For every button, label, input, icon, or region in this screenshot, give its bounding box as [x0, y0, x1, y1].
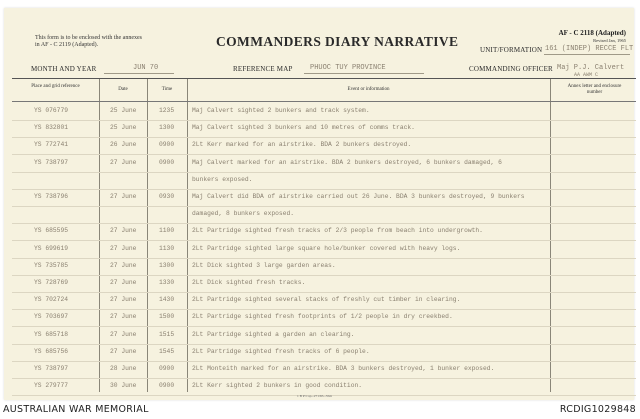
place-cell: YS 735785: [34, 261, 69, 269]
table-row: [12, 121, 636, 138]
reference-map-value: PHUOC TUY PROVINCE: [310, 64, 386, 72]
reference-map-underline: [304, 73, 424, 74]
date-cell: 27 June: [110, 158, 137, 166]
date-cell: 27 June: [110, 193, 137, 200]
date-cell: 27 June: [110, 330, 137, 338]
header-time: Time: [161, 87, 173, 92]
table-row: [12, 207, 636, 224]
event-cell: 2Lt Monteith marked for an airstrike. BDA 3 bunkers destroyed, 1 bunker exposed.: [192, 365, 495, 372]
month-year-label: MONTH AND YEAR: [31, 65, 97, 73]
table-row: [12, 345, 636, 362]
place-cell: YS 728769: [34, 279, 69, 286]
table-row: [12, 224, 636, 241]
event-cell: Maj Calvert marked for an airstrike. BDA 2 bunkers destroyed, 6 bunkers damaged, 6: [192, 158, 502, 166]
table-row: [12, 328, 636, 345]
event-cell: 2Lt Partridge sighted several stacks of freshly cut timber in clearing.: [192, 296, 461, 304]
time-cell: 0900: [159, 382, 175, 390]
date-cell: 25 June: [110, 107, 137, 114]
place-cell: YS 738797: [34, 158, 69, 166]
header-annex: Annex letter and enclosure number: [567, 84, 622, 95]
place-cell: YS 703697: [34, 313, 69, 321]
time-cell: 1300: [159, 261, 175, 269]
time-cell: 1515: [159, 330, 175, 338]
reference-map-label: REFERENCE MAP: [233, 65, 293, 73]
date-cell: 27 June: [110, 347, 137, 355]
form-number: AF - C 2118 (Adapted): [558, 29, 626, 37]
date-cell: 30 June: [110, 382, 137, 390]
event-cell: 2Lt Partridge sighted a garden an clearing.: [192, 330, 355, 338]
date-cell: 27 June: [110, 244, 137, 252]
form-instruction-note: This form is to be enclosed with the annexes in AF - C 2119 (Adapted).: [35, 35, 142, 48]
table-row: [12, 293, 636, 310]
event-cell: 2Lt Kerr marked for an airstrike. BDA 2 bunkers destroyed.: [192, 141, 412, 149]
month-year-underline: [104, 73, 174, 74]
date-cell: 27 June: [110, 261, 137, 269]
event-cell: 2Lt Partridge sighted fresh tracks of 6 people.: [192, 347, 370, 355]
header-date: Date: [118, 87, 128, 92]
header-event: Event or information: [347, 87, 390, 92]
place-cell: YS 702724: [34, 296, 69, 304]
place-cell: YS 076779: [34, 107, 69, 114]
time-cell: 0900: [159, 141, 175, 149]
event-cell: 2Lt Partridge sighted fresh footprints of 1/2 people in dry creekbed.: [192, 313, 453, 321]
event-cell: 2Lt Dick sighted 3 large garden areas.: [192, 261, 336, 269]
event-cell: 2Lt Kerr sighted 2 bunkers in good condition.: [192, 382, 363, 390]
form-revision: Revised Jan, 1965: [593, 38, 626, 43]
time-cell: 1430: [159, 296, 175, 304]
time-cell: 1330: [159, 279, 175, 286]
place-cell: YS 279777: [34, 382, 69, 390]
commanding-officer-value: Maj P.J. Calvert: [557, 64, 625, 72]
date-cell: 27 June: [110, 279, 137, 286]
time-cell: 0930: [159, 193, 175, 200]
record-id: RCDIG1029848: [559, 404, 636, 415]
printer-mark: 1 B P Cop--271/65--55m: [297, 394, 332, 398]
event-cell: bunkers exposed.: [192, 175, 253, 183]
time-cell: 1500: [159, 313, 175, 321]
table-row: [12, 138, 636, 155]
commanding-officer-label: COMMANDING OFFICER: [469, 65, 553, 73]
unit-formation-label: UNIT/FORMATION: [480, 46, 543, 54]
date-cell: 25 June: [110, 124, 137, 132]
event-cell: 2Lt Partridge sighted fresh tracks of 2/3 people from beach into undergrowth.: [192, 227, 483, 235]
table-row: [12, 259, 636, 276]
header-separator: [12, 101, 636, 102]
unit-formation-underline: [544, 54, 630, 55]
table-row: [12, 362, 636, 379]
place-cell: YS 685756: [34, 347, 69, 355]
place-cell: YS 832801: [34, 124, 69, 132]
header-place: Place and grid reference: [31, 84, 80, 89]
date-cell: 28 June: [110, 365, 137, 372]
time-cell: 1545: [159, 347, 175, 355]
form-title: COMMANDERS DIARY NARRATIVE: [216, 34, 459, 49]
table-row: [12, 242, 636, 259]
table-row: [12, 310, 636, 327]
commanding-officer-stamp: AA AWM C: [574, 72, 599, 78]
date-cell: 27 June: [110, 296, 137, 304]
time-cell: 1300: [159, 124, 175, 132]
unit-formation-value: 161 (INDEP) RECCE FLT: [545, 45, 634, 53]
time-cell: 1235: [159, 107, 175, 114]
place-cell: YS 738797: [34, 365, 69, 372]
place-cell: YS 699619: [34, 244, 69, 252]
event-cell: Maj Calvert sighted 3 bunkers and 10 metres of comms track.: [192, 124, 415, 132]
table-row: [12, 276, 636, 293]
table-row: [12, 156, 636, 173]
month-year-value: JUN 70: [133, 64, 159, 72]
event-cell: damaged, 8 bunkers exposed.: [192, 210, 295, 218]
time-cell: 1130: [159, 244, 175, 252]
place-cell: YS 772741: [34, 141, 69, 149]
table-row: [12, 173, 636, 190]
place-cell: YS 685595: [34, 227, 69, 235]
diary-table: [12, 78, 636, 392]
time-cell: 0900: [159, 158, 175, 166]
institution-name: AUSTRALIAN WAR MEMORIAL: [3, 404, 149, 415]
event-cell: 2Lt Dick sighted fresh tracks.: [192, 279, 306, 286]
time-cell: 0900: [159, 365, 175, 372]
table-row: [12, 190, 636, 207]
event-cell: Maj Calvert did BDA of airstrike carried out 26 June. BDA 3 bunkers destroyed, 9 bunkers: [192, 193, 525, 200]
place-cell: YS 738796: [34, 193, 69, 200]
event-cell: Maj Calvert sighted 2 bunkers and track system.: [192, 107, 370, 114]
event-cell: 2Lt Partridge sighted large square hole/bunker covered with heavy logs.: [192, 244, 461, 252]
table-row: [12, 104, 636, 121]
diary-form-page: [4, 8, 634, 400]
time-cell: 1100: [159, 227, 175, 235]
date-cell: 27 June: [110, 313, 137, 321]
date-cell: 26 June: [110, 141, 137, 149]
date-cell: 27 June: [110, 227, 137, 235]
place-cell: YS 685718: [34, 330, 69, 338]
